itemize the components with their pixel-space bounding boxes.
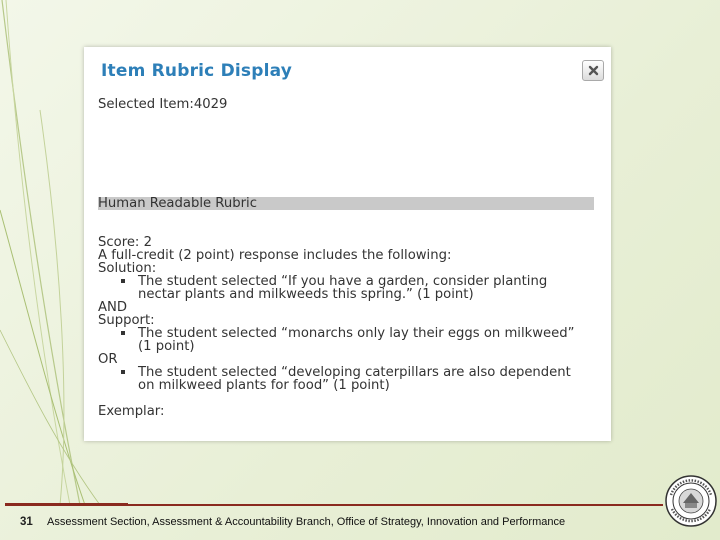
rubric-section-title: Human Readable Rubric	[98, 196, 257, 211]
rubric-section-header	[98, 197, 594, 210]
rubric-line-text: The student selected “If you have a garden, consider planting	[138, 274, 548, 289]
bullet-icon	[121, 370, 125, 374]
bullet-icon	[121, 331, 125, 335]
rubric-line-text: OR	[98, 352, 118, 367]
rubric-line-text: Solution:	[98, 261, 157, 276]
dialog-title: Item Rubric Display	[101, 61, 293, 81]
close-button[interactable]	[582, 60, 604, 81]
state-seal-icon	[665, 475, 717, 527]
footer-text: Assessment Section, Assessment & Accountability Branch, Office of Strategy, Innovation and Performance	[47, 516, 566, 528]
rubric-line	[98, 301, 598, 314]
rubric-line-text: The student selected “developing caterpillars are also dependent	[138, 365, 571, 380]
rubric-line-text: A full-credit (2 point) response includes the following:	[98, 248, 452, 263]
selected-item-label: Selected Item:	[98, 97, 194, 112]
selected-item	[98, 98, 227, 111]
rubric-line-text: Support:	[98, 313, 155, 328]
rubric-line	[98, 340, 598, 353]
footer-divider-left	[5, 503, 128, 506]
slide-number: 31	[20, 516, 33, 528]
close-icon	[588, 65, 599, 76]
rubric-line-text: (1 point)	[138, 339, 195, 354]
rubric-line-text: The student selected “monarchs only lay their eggs on milkweed”	[138, 326, 575, 341]
rubric-line-text: nectar plants and milkweeds this spring.” (1 point)	[138, 287, 474, 302]
rubric-line	[98, 405, 598, 418]
rubric-line	[98, 379, 598, 392]
footer-divider-right	[128, 504, 663, 506]
rubric-line	[98, 249, 598, 262]
dialog-body	[98, 95, 598, 435]
dialog-header	[84, 47, 611, 94]
selected-item-value: 4029	[193, 97, 228, 112]
rubric-line	[98, 392, 598, 405]
rubric-content	[98, 236, 598, 418]
item-rubric-dialog	[84, 47, 611, 441]
rubric-line-text: Score: 2	[98, 235, 152, 250]
rubric-line-text: AND	[98, 300, 128, 315]
bullet-icon	[121, 279, 125, 283]
rubric-line-text: Exemplar:	[98, 404, 165, 419]
rubric-line-text: on milkweed plants for food” (1 point)	[138, 378, 390, 393]
rubric-line	[98, 288, 598, 301]
